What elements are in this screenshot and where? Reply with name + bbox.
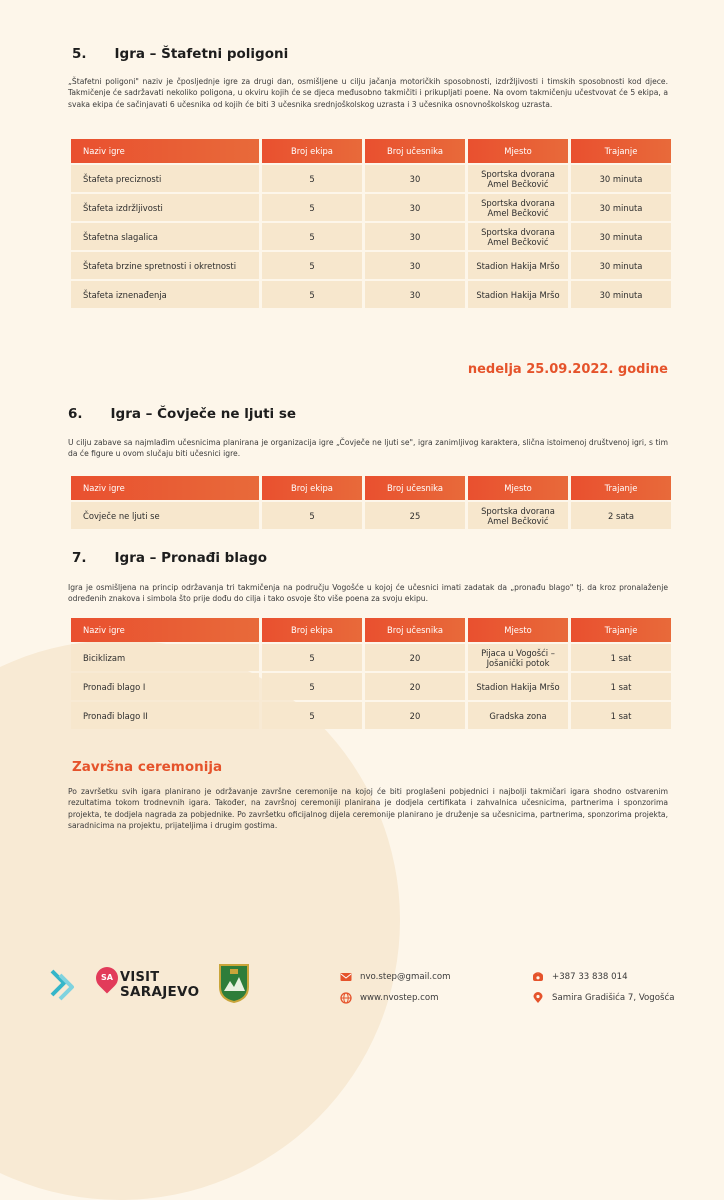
section-5-table [68,137,674,310]
column-header: Broj učesnika [365,476,465,500]
column-header: Broj ekipa [262,139,362,163]
table-cell: Pronađi blago II [71,702,259,729]
section-title: Igra – Čovječe ne ljuti se [110,406,297,422]
contact-website[interactable] [340,992,439,1004]
section-title: Igra – Pronađi blago [114,550,268,566]
table-row [71,644,671,671]
table-row [71,673,671,700]
section-6-table [68,474,674,531]
table-row [71,702,671,729]
column-header: Mjesto [468,476,568,500]
location-pin-icon [532,992,544,1004]
table-cell: Stadion Hakija Mršo [468,281,568,308]
table-cell: 30 [365,281,465,308]
table-cell: 30 minuta [571,252,671,279]
table-cell: Pijaca u Vogošći – Jošanički potok [468,644,568,671]
table-row [71,502,671,529]
ceremony-title: Završna ceremonija [72,759,223,775]
table-cell: 5 [262,281,362,308]
table-cell: Štafeta preciznosti [71,165,259,192]
table-header-row [71,618,671,642]
section-7-table [68,616,674,731]
section-7-heading [72,550,267,566]
column-header: Broj učesnika [365,139,465,163]
column-header: Naziv igre [71,139,259,163]
table-cell: Stadion Hakija Mršo [468,673,568,700]
globe-icon [340,992,352,1004]
section-number: 7. [72,550,87,566]
column-header: Mjesto [468,139,568,163]
website-text: www.nvostep.com [360,993,439,1003]
visit-sarajevo-logo [96,965,211,1001]
table-cell: Sportska dvorana Amel Bečković [468,194,568,221]
table-cell: 30 [365,252,465,279]
table-row [71,223,671,250]
table-cell: 30 minuta [571,194,671,221]
table-row [71,252,671,279]
table-cell: 30 [365,165,465,192]
column-header: Trajanje [571,618,671,642]
section-6-heading [68,406,296,422]
table-cell: Štafetna slagalica [71,223,259,250]
logo-sa-text: SA [101,973,113,982]
footer [0,955,724,1015]
column-header: Broj učesnika [365,618,465,642]
section-6-paragraph: U cilju zabave sa najmlađim učesnicima planirana je organizacija igre „Čovječe ne ljuti se", igra zanimljivog karaktera, slična istoimenoj društvenoj igri, s tim da će figure u ovom slučaju biti učesnici igre. [68,438,668,459]
column-header: Trajanje [571,476,671,500]
table-row [71,281,671,308]
table-cell: Gradska zona [468,702,568,729]
contact-address [532,992,674,1004]
column-header: Naziv igre [71,618,259,642]
table-row [71,165,671,192]
table-cell: 20 [365,702,465,729]
table-cell: 5 [262,252,362,279]
table-cell: 20 [365,673,465,700]
table-cell: Pronađi blago I [71,673,259,700]
table-cell: Štafeta brzine spretnosti i okretnosti [71,252,259,279]
table-cell: 5 [262,644,362,671]
table-cell: 5 [262,165,362,192]
table-header-row [71,139,671,163]
table-cell: Sportska dvorana Amel Bečković [468,502,568,529]
table-cell: 1 sat [571,673,671,700]
table-cell: Sportska dvorana Amel Bečković [468,223,568,250]
logo-line-1: VISIT [120,970,160,985]
section-7-paragraph: Igra je osmišljena na princip održavanja tri takmičenja na području Vogošće u kojoj će učesnici imati zadatak da „pronađu blago" tj. da kroz pronalaženje određenih znakova i simbola što prije dođu do cilja i tako osvoje što više poena za svoju ekipu. [68,583,668,604]
table-cell: Štafeta iznenađenja [71,281,259,308]
step-logo-icon [48,965,78,1005]
column-header: Mjesto [468,618,568,642]
phone-icon [532,971,544,983]
table-cell: 25 [365,502,465,529]
table-cell: 2 sata [571,502,671,529]
municipality-crest-icon [218,963,250,1003]
table-cell: 1 sat [571,702,671,729]
contact-phone[interactable] [532,971,628,983]
table-cell: Čovječe ne ljuti se [71,502,259,529]
column-header: Broj ekipa [262,476,362,500]
table-cell: Stadion Hakija Mršo [468,252,568,279]
table-row [71,194,671,221]
table-cell: Sportska dvorana Amel Bečković [468,165,568,192]
column-header: Naziv igre [71,476,259,500]
table-cell: 30 [365,223,465,250]
ceremony-paragraph: Po završetku svih igara planirano je održavanje završne ceremonije na kojoj će biti proglašeni pobjednici i najbolji takmičari igara shodno ostvarenim rezultatima tokom trodnevnih igara. Također, na završnoj ceremoniji planirana je dodjela certifikata i zahvalnica učesnicima, partnerima i sponzorima projekta, te dodjela nagrada za pobjednike. Po završetku oficijalnog dijela ceremonije planirano je druženje sa učesnicima, partnerima, sponzorima projekta, saradnicima na projektu, prijateljima i drugim gostima. [68,787,668,831]
table-cell: 5 [262,223,362,250]
table-cell: 30 [365,194,465,221]
phone-text: +387 33 838 014 [552,972,628,982]
section-title: Igra – Štafetni poligoni [114,46,289,62]
contact-email[interactable] [340,971,451,983]
logo-line-2: SARAJEVO [120,984,200,1000]
table-cell: 5 [262,502,362,529]
table-cell: 5 [262,194,362,221]
email-text: nvo.step@gmail.com [360,972,451,982]
section-5-heading [72,46,288,62]
section-5-paragraph: „Štafetni poligoni" naziv je čposljednje igre za drugi dan, osmišljene u cilju jačanja motoričkih sposobnosti, izdržljivosti i timskih sposobnosti kod djece. Takmičenje će sadržavati nekoliko poligona, u okviru kojih će se djeca međusobno takmičiti i prikupljati poene. Na ovom takmičenju učestvovat će 5 ekipa, a svaka ekipa će sačinjavati 6 učesnika od kojih će biti 3 učesnika srednjoškolskog uzrasta i 3 učesnika osnovnoškolskog uzrasta. [68,77,668,109]
table-cell: Biciklizam [71,644,259,671]
table-cell: 1 sat [571,644,671,671]
address-text: Samira Gradišića 7, Vogošća [552,993,675,1003]
email-icon [340,971,352,983]
table-cell: 20 [365,644,465,671]
table-cell: Štafeta izdržljivosti [71,194,259,221]
column-header: Trajanje [571,139,671,163]
table-header-row [71,476,671,500]
table-cell: 30 minuta [571,165,671,192]
date-heading: nedelja 25.09.2022. godine [467,362,668,377]
table-cell: 5 [262,673,362,700]
table-cell: 5 [262,702,362,729]
column-header: Broj ekipa [262,618,362,642]
table-cell: 30 minuta [571,281,671,308]
section-number: 5. [72,46,87,62]
section-number: 6. [68,406,83,422]
table-cell: 30 minuta [571,223,671,250]
